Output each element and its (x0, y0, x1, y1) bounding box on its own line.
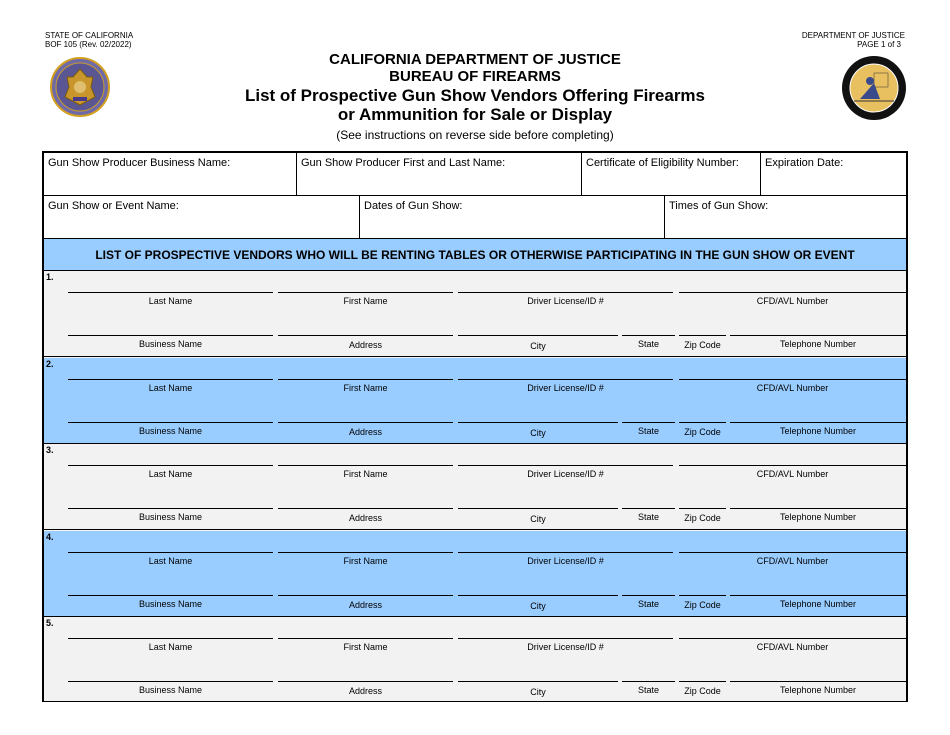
zip-input[interactable] (679, 681, 726, 682)
last-name-input[interactable] (68, 292, 273, 293)
address-label: Address (348, 686, 383, 696)
last-name-label: Last Name (148, 642, 193, 652)
telephone-input[interactable] (730, 335, 906, 336)
first-name-input[interactable] (278, 638, 453, 639)
telephone-label: Telephone Number (779, 512, 857, 522)
telephone-input[interactable] (730, 681, 906, 682)
address-label: Address (348, 599, 383, 610)
city-input[interactable] (458, 335, 618, 336)
last-name-label: Last Name (148, 469, 193, 479)
state-label: State (637, 598, 659, 609)
vendor-entry-3 (44, 444, 906, 530)
address-input[interactable] (278, 681, 453, 682)
business-name-input[interactable] (68, 681, 273, 682)
city-input[interactable] (458, 595, 618, 596)
state-input[interactable] (622, 595, 675, 596)
zip-input[interactable] (679, 335, 726, 336)
cfd-avl-input[interactable] (679, 379, 906, 380)
form-title-line2: or Ammunition for Sale or Display (337, 105, 613, 124)
business-name-label: Business Name (138, 685, 203, 695)
first-name-input[interactable] (278, 379, 453, 380)
driver-license-input[interactable] (458, 465, 673, 466)
state-label: STATE OF CALIFORNIA (45, 31, 134, 40)
address-input[interactable] (278, 508, 453, 509)
business-name-input[interactable] (68, 508, 273, 509)
zip-input[interactable] (679, 422, 726, 423)
dates-field[interactable] (360, 196, 665, 238)
first-name-input[interactable] (278, 292, 453, 293)
cfd-avl-label: CFD/AVL Number (756, 296, 829, 306)
telephone-label: Telephone Number (779, 339, 857, 349)
business-name-label: Business Name (138, 598, 203, 609)
driver-license-input[interactable] (458, 379, 673, 380)
cfd-avl-label: CFD/AVL Number (756, 382, 829, 393)
cfd-avl-label: CFD/AVL Number (756, 642, 829, 652)
vendor-number: 1. (46, 272, 54, 282)
city-label: City (530, 341, 546, 351)
driver-license-input[interactable] (458, 638, 673, 639)
telephone-label: Telephone Number (779, 685, 857, 695)
zip-input[interactable] (679, 508, 726, 509)
zip-label: Zip Code (684, 686, 721, 696)
first-name-input[interactable] (278, 465, 453, 466)
certificate-number-label: Certificate of Eligibility Number: (586, 157, 739, 169)
telephone-label: Telephone Number (779, 598, 857, 609)
first-name-label: First Name (343, 382, 388, 393)
instructions-note: (See instructions on reverse side before completing) (336, 128, 614, 142)
vendor-entry-4 (44, 531, 906, 617)
address-input[interactable] (278, 595, 453, 596)
driver-license-label: Driver License/ID # (527, 642, 604, 652)
certificate-number-field[interactable] (582, 153, 761, 195)
cfd-avl-label: CFD/AVL Number (756, 469, 829, 479)
address-label: Address (348, 513, 383, 523)
city-input[interactable] (458, 508, 618, 509)
telephone-label: Telephone Number (779, 425, 857, 436)
business-name-label: Business Name (138, 512, 203, 522)
driver-license-label: Driver License/ID # (527, 382, 604, 393)
state-input[interactable] (622, 335, 675, 336)
driver-license-input[interactable] (458, 552, 673, 553)
city-input[interactable] (458, 681, 618, 682)
state-label: State (637, 425, 659, 436)
vendor-number: 5. (46, 618, 54, 628)
city-label: City (530, 427, 546, 438)
first-name-label: First Name (343, 642, 388, 652)
page-number: PAGE 1 of 3 (857, 40, 901, 49)
zip-label: Zip Code (684, 599, 721, 610)
producer-business-name-label: Gun Show Producer Business Name: (48, 157, 231, 169)
driver-license-label: Driver License/ID # (527, 555, 604, 566)
last-name-label: Last Name (148, 296, 193, 306)
event-name-field[interactable] (44, 196, 360, 238)
telephone-input[interactable] (730, 508, 906, 509)
address-input[interactable] (278, 422, 453, 423)
telephone-input[interactable] (730, 595, 906, 596)
cfd-avl-input[interactable] (679, 638, 906, 639)
last-name-input[interactable] (68, 379, 273, 380)
state-input[interactable] (622, 681, 675, 682)
cfd-avl-input[interactable] (679, 552, 906, 553)
zip-input[interactable] (679, 595, 726, 596)
address-label: Address (348, 340, 383, 350)
state-label: State (637, 685, 659, 695)
state-input[interactable] (622, 422, 675, 423)
bureau-title: BUREAU OF FIREARMS (389, 68, 561, 85)
state-label: State (637, 512, 659, 522)
first-name-label: First Name (343, 469, 388, 479)
last-name-input[interactable] (68, 465, 273, 466)
zip-label: Zip Code (684, 340, 721, 350)
bureau-badge-seal (45, 57, 115, 117)
first-name-label: First Name (343, 296, 388, 306)
vendor-form (42, 151, 908, 702)
driver-license-input[interactable] (458, 292, 673, 293)
times-field[interactable] (665, 196, 906, 238)
city-input[interactable] (458, 422, 618, 423)
zip-label: Zip Code (684, 513, 721, 523)
last-name-label: Last Name (148, 382, 193, 393)
address-label: Address (348, 426, 383, 437)
attorney-general-seal (840, 55, 908, 121)
address-input[interactable] (278, 335, 453, 336)
business-name-input[interactable] (68, 422, 273, 423)
last-name-input[interactable] (68, 638, 273, 639)
business-name-label: Business Name (138, 425, 203, 436)
city-label: City (530, 600, 546, 611)
business-name-input[interactable] (68, 595, 273, 596)
city-label: City (530, 687, 546, 697)
vendor-number: 2. (46, 358, 54, 369)
producer-name-label: Gun Show Producer First and Last Name: (301, 157, 506, 169)
producer-info-row (44, 153, 906, 196)
form-title-line1: List of Prospective Gun Show Vendors Offering Firearms (244, 86, 706, 105)
cfd-avl-input[interactable] (679, 292, 906, 293)
vendor-list-banner: LIST OF PROSPECTIVE VENDORS WHO WILL BE RENTING TABLES OR OTHERWISE PARTICIPATING IN THE GUN SHOW OR EVENT (44, 239, 906, 271)
cfd-avl-label: CFD/AVL Number (756, 555, 829, 566)
producer-business-name-field[interactable] (44, 153, 297, 195)
business-name-input[interactable] (68, 335, 273, 336)
telephone-input[interactable] (730, 422, 906, 423)
state-input[interactable] (622, 508, 675, 509)
times-label: Times of Gun Show: (669, 200, 769, 212)
driver-license-label: Driver License/ID # (527, 296, 604, 306)
driver-license-label: Driver License/ID # (527, 469, 604, 479)
vendor-number: 4. (46, 531, 54, 542)
event-info-row (44, 196, 906, 239)
department-title: CALIFORNIA DEPARTMENT OF JUSTICE (329, 51, 621, 68)
dates-label: Dates of Gun Show: (364, 200, 463, 212)
vendor-entry-2 (44, 358, 906, 444)
department-label: DEPARTMENT OF JUSTICE (801, 31, 905, 40)
last-name-input[interactable] (68, 552, 273, 553)
producer-name-field[interactable] (297, 153, 582, 195)
business-name-label: Business Name (138, 339, 203, 349)
first-name-label: First Name (343, 555, 388, 566)
state-label: State (637, 339, 659, 349)
expiration-date-label: Expiration Date: (765, 157, 844, 169)
form-number: BOF 105 (Rev. 02/2022) (45, 40, 132, 49)
cfd-avl-input[interactable] (679, 465, 906, 466)
expiration-date-field[interactable] (761, 153, 906, 195)
first-name-input[interactable] (278, 552, 453, 553)
city-label: City (530, 514, 546, 524)
vendor-number: 3. (46, 445, 54, 455)
vendor-entry-5 (44, 617, 906, 701)
vendor-entry-1 (44, 271, 906, 357)
event-name-label: Gun Show or Event Name: (48, 200, 179, 212)
last-name-label: Last Name (148, 555, 193, 566)
zip-label: Zip Code (684, 426, 721, 437)
